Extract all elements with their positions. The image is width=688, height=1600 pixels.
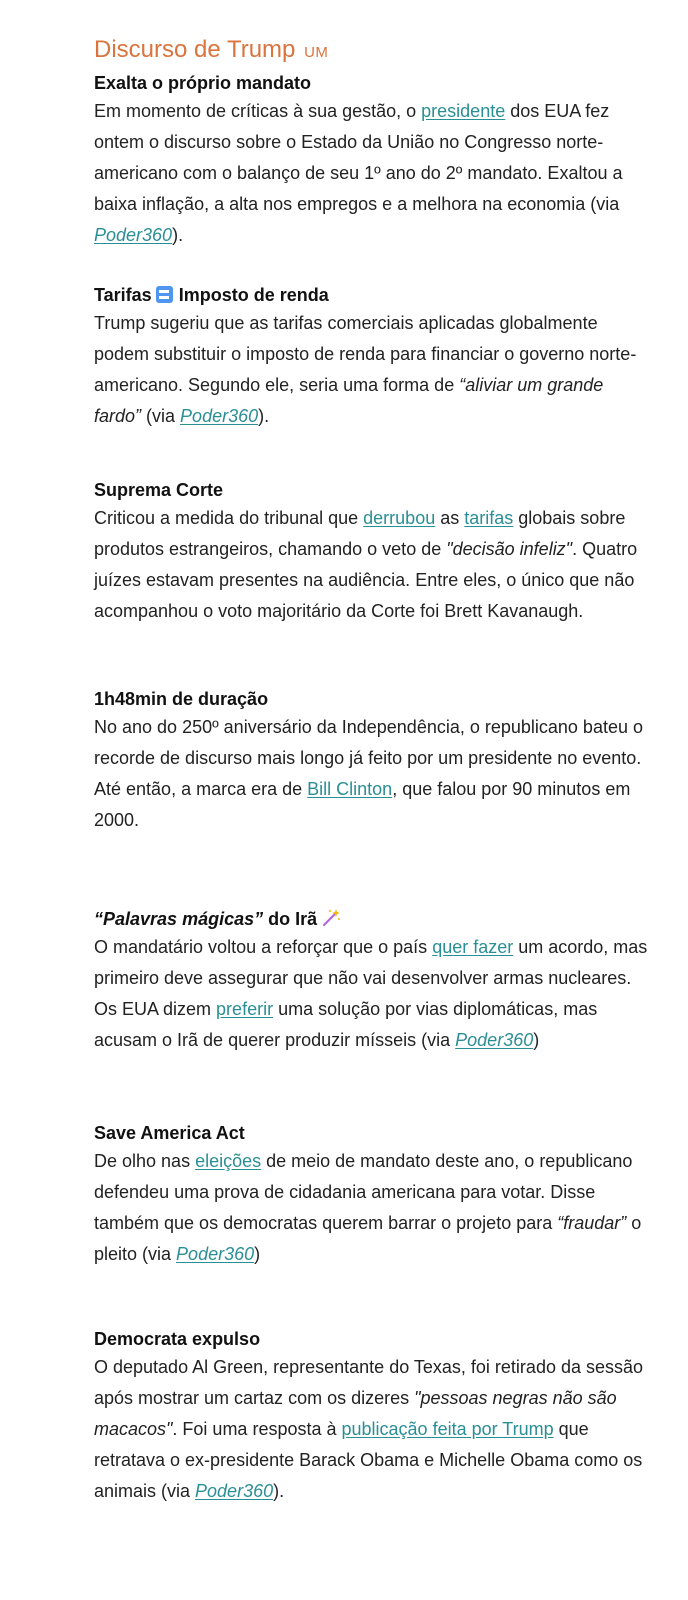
link-poder360[interactable]: Poder360 [455,1030,534,1050]
section-body [94,932,654,1056]
quote-text: "pessoas negras não são macacos" [94,1388,617,1439]
body-text: Criticou a medida do tribunal que [94,508,364,528]
section-duracao [94,686,654,836]
link-poder360[interactable]: Poder360 [94,225,173,245]
quote-text: "decisão infeliz" [446,539,573,559]
body-text: O deputado Al Green, representante do Texas, foi retirado da sessão após mostrar um cartaz com os dizeres [94,1357,644,1408]
section-heading [94,282,654,308]
body-text: as [435,508,465,528]
section-heading [94,906,654,932]
body-text: dos EUA fez ontem o discurso sobre o Estado da União no Congresso norte-americano com o balanço de seu 1º ano do 2º mandato. Exaltou a baixa inflação, a alta nos empregos e a melhora na economia (via [94,101,623,214]
body-text: De olho nas [94,1151,196,1171]
link-poder360[interactable]: Poder360 [180,406,259,426]
body-text: globais sobre produtos estrangeiros, chamando o veto de [94,508,626,559]
body-text: ) [254,1244,261,1264]
section-palavras-magicas [94,906,654,1056]
body-text: (via [141,406,181,426]
body-text: de meio de mandato deste ano, o republicano defendeu uma prova de cidadania americana para votar. Disse também que os democratas querem barrar o projeto para [94,1151,633,1233]
section-save-america [94,1120,654,1270]
body-text: ) [533,1030,540,1050]
section-body [94,308,654,432]
heading-text: Tarifas [94,285,152,305]
link-presidente[interactable]: presidente [421,101,506,121]
section-heading: Save America Act [94,1123,245,1143]
section-exalta [94,70,654,251]
title-text: Discurso de Trump [94,36,296,63]
body-text: que retratava o ex-presidente Barack Obama e Michelle Obama como os animais (via [94,1419,643,1501]
link-derrubou[interactable]: derrubou [363,508,436,528]
link-quer-fazer[interactable]: quer fazer [432,937,514,957]
section-tarifas [94,282,654,432]
body-text: Em momento de críticas à sua gestão, o [94,101,422,121]
link-poder360[interactable]: Poder360 [176,1244,255,1264]
body-text: ). [258,406,270,426]
section-heading: Democrata expulso [94,1329,261,1349]
body-text: ). [172,225,184,245]
section-heading: Exalta o próprio mandato [94,73,312,93]
title-tag: UM [304,44,329,61]
heading-quote: “Palavras mágicas” [94,909,264,929]
section-democrata-expulso [94,1326,654,1507]
magic-wand-icon [321,908,341,928]
section-title-heading [94,36,654,64]
link-poder360[interactable]: Poder360 [195,1481,274,1501]
section-heading: Suprema Corte [94,480,224,500]
body-text: No ano do 250º aniversário da Independência, o republicano bateu o recorde de discurso mais longo já feito por um presidente no evento. Até então, a marca era de [94,717,643,799]
swap-arrows-icon [156,286,173,303]
body-text: . Quatro juízes estavam presentes na audiência. Entre eles, o único que não acompanhou o voto majoritário da Corte foi Brett Kavanaugh. [94,539,638,621]
section-suprema-corte [94,477,654,627]
quote-text: “fraudar” [557,1213,627,1233]
body-text: um acordo, mas primeiro deve assegurar que não vai desenvolver armas nucleares. Os EUA dizem [94,937,648,1019]
section-body [94,1352,654,1507]
heading-text: do Irã [263,909,318,929]
heading-text: Imposto de renda [178,285,329,305]
section-body [94,712,654,836]
body-text: uma solução por vias diplomáticas, mas acusam o Irã de querer produzir mísseis (via [94,999,598,1050]
link-eleicoes[interactable]: eleições [195,1151,262,1171]
section-title [94,36,654,64]
body-text: o pleito (via [94,1213,642,1264]
section-body [94,1146,654,1270]
section-body [94,96,654,251]
body-text: ). [273,1481,285,1501]
body-text: . Foi uma resposta à [172,1419,342,1439]
link-bill-clinton[interactable]: Bill Clinton [307,779,393,799]
link-tarifas[interactable]: tarifas [464,508,514,528]
link-publicacao-trump[interactable]: publicação feita por Trump [341,1419,554,1439]
body-text: Trump sugeriu que as tarifas comerciais aplicadas globalmente podem substituir o imposto de renda para financiar o governo norte-americano. Segundo ele, seria uma forma de [94,313,637,395]
body-text: O mandatário voltou a reforçar que o país [94,937,433,957]
link-preferir[interactable]: preferir [216,999,274,1019]
section-heading: 1h48min de duração [94,689,269,709]
quote-text: “aliviar um grande fardo” [94,375,604,426]
section-body [94,503,654,627]
body-text: , que falou por 90 minutos em 2000. [94,779,631,830]
